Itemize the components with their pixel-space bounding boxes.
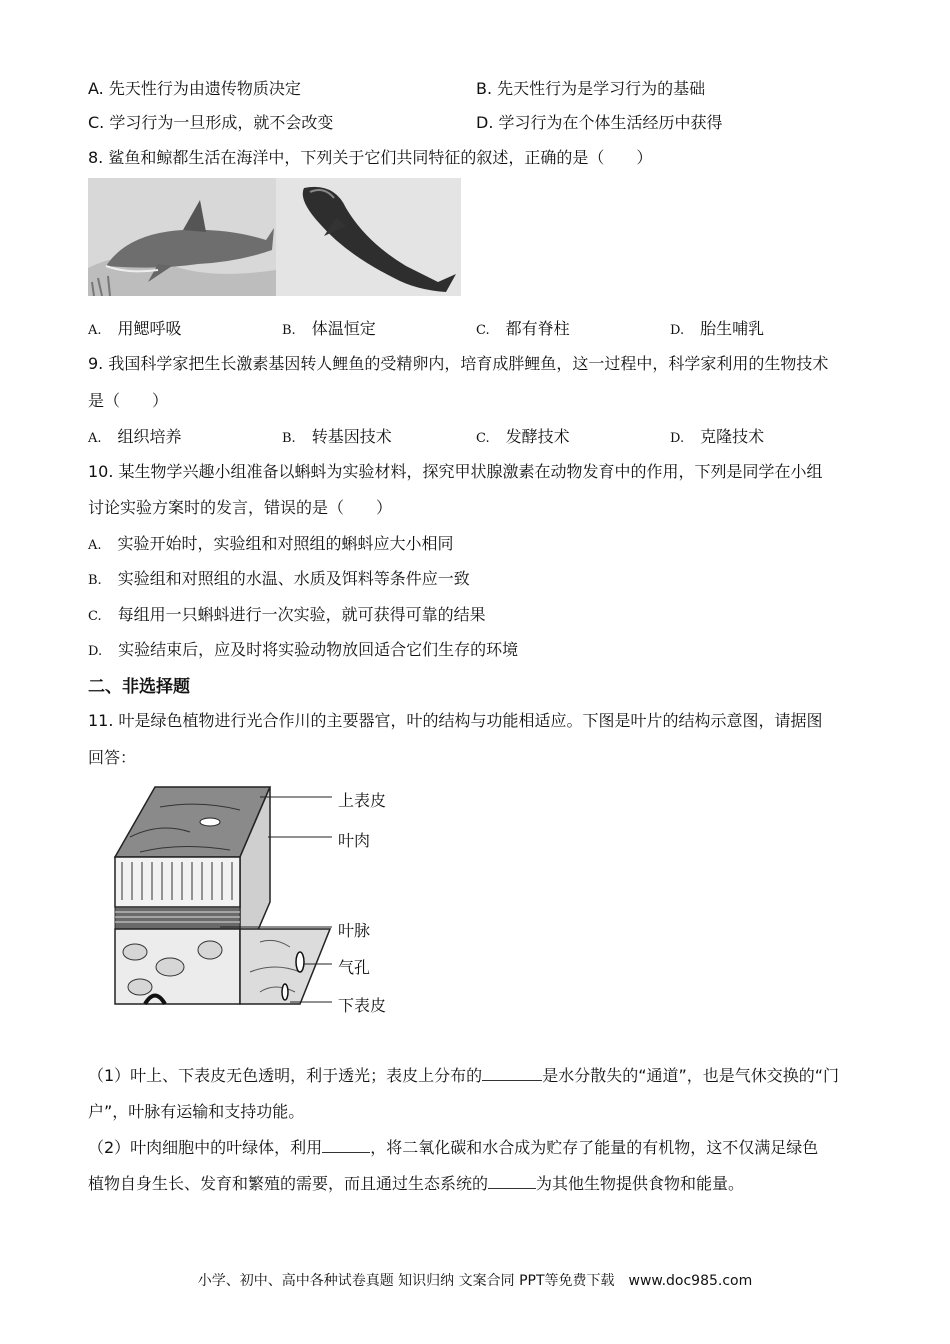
leaf-structure-diagram: [100, 782, 400, 1022]
shark-photo: [88, 178, 276, 296]
q11-sub1-line2: 户”，叶脉有运输和支持功能。: [88, 1102, 305, 1121]
label-stoma: 气孔: [338, 958, 371, 977]
q9-stem-line2: 是（ ）: [88, 391, 169, 410]
q8-option-d: D. 胎生哺乳: [670, 319, 765, 338]
q8-option-c: C. 都有脊柱: [476, 319, 570, 338]
answer-blank-2[interactable]: [322, 1138, 370, 1153]
shark-illustration: [88, 178, 276, 296]
q10-option-b: B. 实验组和对照组的水温、水质及饵料等条件应一致: [88, 569, 470, 588]
q11-sub2-line1: （2）叶肉细胞中的叶绿体，利用 ，将二氧化碳和水合成为贮存了能量的有机物，这不仅满足绿色: [88, 1138, 819, 1157]
whale-illustration: [276, 178, 461, 296]
label-mesophyll: 叶肉: [338, 831, 371, 850]
q9-stem-line1: 9. 我国科学家把生长激素基因转人鲤鱼的受精卵内，培育成胖鲤鱼，这一过程中，科学家利用的生物技术: [88, 354, 829, 373]
q10-option-a: A. 实验开始时，实验组和对照组的蝌蚪应大小相同: [88, 534, 454, 553]
q7-option-d: D. 学习行为在个体生活经历中获得: [476, 113, 723, 132]
q9-option-d: D. 克隆技术: [670, 427, 765, 446]
whale-photo: [276, 178, 461, 296]
q11-sub1-line1: （1）叶上、下表皮无色透明，利于透光；表皮上分布的 是水分散失的“通道”，也是气休交换的“门: [88, 1066, 840, 1085]
q10-stem-line1: 10. 某生物学兴趣小组准备以蝌蚪为实验材料，探究甲状腺激素在动物发育中的作用，下列是同学在小组: [88, 462, 823, 481]
label-vein: 叶脉: [338, 921, 371, 940]
page-footer: 小学、初中、高中各种试卷真题 知识归纳 文案合同 PPT等免费下载 www.doc985.com: [197, 1273, 753, 1289]
leaf-cross-section-illustration: [100, 782, 400, 1022]
q8-option-a: A. 用鳃呼吸: [88, 319, 182, 338]
section-title: 二、非选择题: [88, 677, 190, 697]
answer-blank-1[interactable]: [482, 1066, 542, 1081]
q10-option-d: D. 实验结束后，应及时将实验动物放回适合它们生存的环境: [88, 640, 519, 659]
q11-stem-line2: 回答：: [88, 748, 137, 767]
q10-stem-line2: 讨论实验方案时的发言，错误的是（ ）: [88, 498, 393, 517]
q10-option-c: C. 每组用一只蝌蚪进行一次实验，就可获得可靠的结果: [88, 605, 486, 624]
q9-option-b: B. 转基因技术: [282, 427, 392, 446]
q9-option-c: C. 发酵技术: [476, 427, 570, 446]
q8-option-b: B. 体温恒定: [282, 319, 376, 338]
q7-option-a: A. 先天性行为由遗传物质决定: [88, 79, 301, 98]
label-upper-epidermis: 上表皮: [338, 791, 387, 810]
q11-stem-line1: 11. 叶是绿色植物进行光合作川的主要器官，叶的结构与功能相适应。下图是叶片的结构示意图，请据图: [88, 711, 823, 730]
q11-sub2-line2: 植物自身生长、发育和繁殖的需要，而且通过生态系统的 为其他生物提供食物和能量。: [88, 1174, 745, 1193]
q7-option-c: C. 学习行为一旦形成，就不会改变: [88, 113, 334, 132]
label-lower-epidermis: 下表皮: [338, 996, 387, 1015]
q7-option-b: B. 先天性行为是学习行为的基础: [476, 79, 706, 98]
q8-stem: 8. 鲨鱼和鲸都生活在海洋中，下列关于它们共同特征的叙述，正确的是（ ）: [88, 148, 653, 167]
answer-blank-3[interactable]: [488, 1174, 536, 1189]
q9-option-a: A. 组织培养: [88, 427, 182, 446]
